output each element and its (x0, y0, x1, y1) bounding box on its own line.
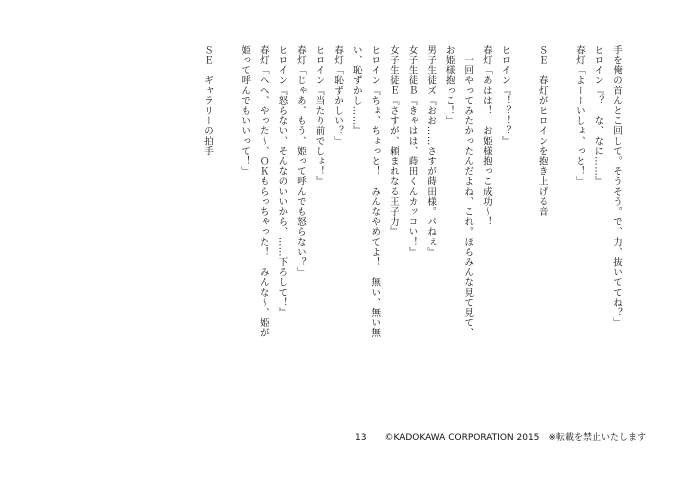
script-line: 女子生徒Ｂ『きゃはは、蒔田くんカッコい！』 (406, 45, 418, 258)
page-number: 13 (355, 433, 367, 443)
blank-line (551, 45, 570, 410)
script-line: 手を俺の首んとこ回して。そうそう。で、力、抜いててね？」 (611, 45, 622, 328)
script-line: 春灯「よーーいしょ、っと！」 (573, 45, 585, 187)
script-line: い、恥ずかし……』 (350, 45, 362, 136)
script-line: 姫って呼んでもいいって！」 (239, 45, 251, 177)
script-line: ヒロイン『？ な、なに……』 (592, 45, 604, 187)
script-line: ヒロイン『当たり前でしょ！』 (313, 45, 325, 187)
script-line: ＳＥ 春灯がヒロインを抱き上げる音 (536, 45, 548, 217)
script-line: 春灯「あはは！ お姫様抱っこ成功～！ (480, 45, 492, 227)
blank-line (216, 45, 235, 410)
script-line: ヒロイン『怒らない、そんなのいいから、……下ろして！』 (276, 45, 288, 318)
script-line: ヒロイン『ちょ、ちょっと！ みんなやめてよ！ 無い、無い無 (369, 45, 381, 338)
copyright-notice: ©KADOKAWA CORPORATION 2015 ※転載を禁止いたします (384, 433, 646, 443)
script-line: 春灯「恥ずかしい？」 (332, 45, 344, 146)
script-line: 女子生徒Ｅ『さすが、頼まれなる王子力』 (387, 45, 399, 237)
script-line: 男子生徒ズ『おお……さすが蒔田様。パねぇ』 (425, 45, 437, 258)
script-text-body (197, 45, 625, 410)
script-line: ヒロイン『！？！？』 (499, 45, 511, 146)
script-line: お姫様抱っこ！」 (443, 45, 455, 126)
script-line: 一回やってみたかったんだよね、これ。ほらみんな見て見て、 (462, 45, 474, 338)
script-line: 春灯「へへ、やった～、ＯＫもらっちゃった！ みんな～、姫が (257, 45, 269, 338)
script-line: 春灯「じゃあ、もう、姫って呼んでも怒らない？」 (294, 45, 306, 278)
page-footer (355, 430, 646, 443)
blank-line (513, 45, 532, 410)
script-line: ＳＥ ギャラリーの拍手 (201, 45, 213, 157)
